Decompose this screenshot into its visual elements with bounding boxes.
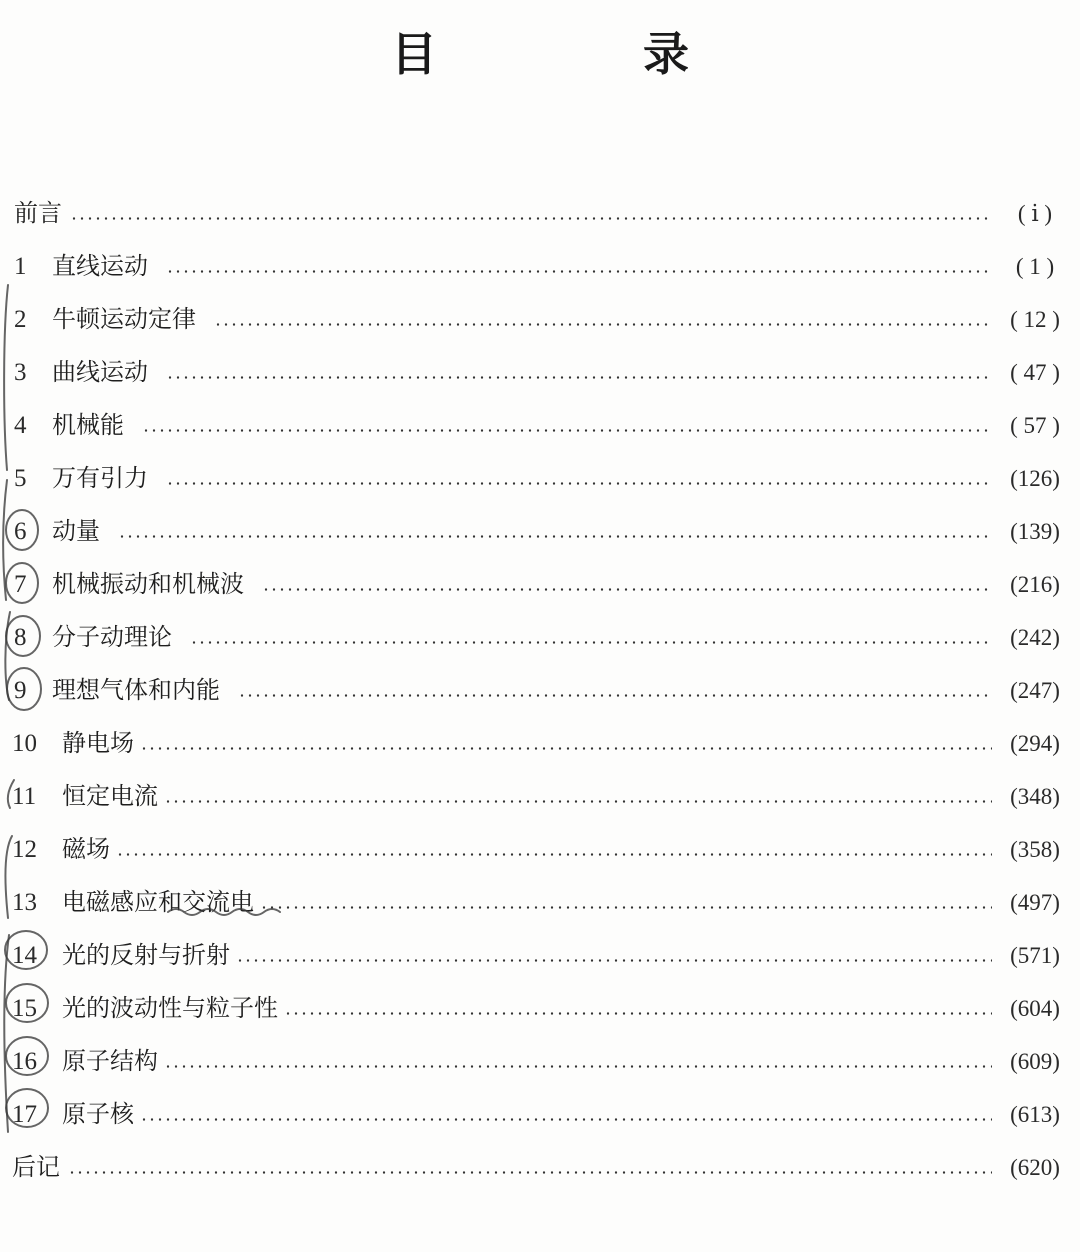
toc-row[interactable] <box>0 346 1080 399</box>
toc-page-number: (620) <box>1010 1155 1060 1180</box>
toc-page-number: ( 47 ) <box>1010 360 1060 385</box>
toc-label: 分子动理论 <box>52 623 172 651</box>
toc-row[interactable] <box>0 1088 1080 1141</box>
leader-dots <box>164 800 992 803</box>
leader-dots <box>284 1012 992 1015</box>
chapter-number: 12 <box>12 836 37 863</box>
toc-row[interactable] <box>0 293 1080 346</box>
toc-page-number: (358) <box>1010 837 1060 862</box>
toc-label: 万有引力 <box>52 464 148 492</box>
leader-dots <box>214 323 992 326</box>
toc-row[interactable] <box>0 505 1080 558</box>
chapter-number: 17 <box>12 1101 37 1128</box>
leader-dots <box>164 1065 992 1068</box>
chapter-number: 16 <box>12 1048 37 1075</box>
chapter-number: 14 <box>12 942 37 969</box>
toc-page-number: (613) <box>1010 1102 1060 1127</box>
toc-row[interactable] <box>0 770 1080 823</box>
leader-dots <box>166 376 992 379</box>
toc-page-number: ( ⅰ ) <box>1017 201 1053 226</box>
toc-label: 静电场 <box>62 729 134 757</box>
leader-dots <box>238 694 992 697</box>
toc-label: 机械能 <box>52 411 124 439</box>
toc-page-number: (497) <box>1010 890 1060 915</box>
toc-row[interactable] <box>0 982 1080 1035</box>
toc-row[interactable] <box>0 399 1080 452</box>
toc-page-number: (571) <box>1010 943 1060 968</box>
toc-page-number: (126) <box>1010 466 1060 491</box>
toc-label: 机械振动和机械波 <box>52 570 244 598</box>
chapter-number: 8 <box>14 624 27 651</box>
chapter-number: 7 <box>14 571 27 598</box>
leader-dots <box>260 906 992 909</box>
toc-label: 磁场 <box>62 835 110 863</box>
toc-row-preface[interactable] <box>0 187 1080 240</box>
toc-label: 原子结构 <box>62 1047 158 1075</box>
toc-row[interactable] <box>0 823 1080 876</box>
chapter-number: 15 <box>12 995 37 1022</box>
toc-label: 后记 <box>12 1153 60 1181</box>
toc-page-number: ( 12 ) <box>1010 307 1060 332</box>
leader-dots <box>118 535 992 538</box>
toc-label: 理想气体和内能 <box>52 676 220 704</box>
chapter-number: 4 <box>14 412 27 439</box>
toc-page-number: (604) <box>1010 996 1060 1021</box>
toc-row-afterword[interactable] <box>0 1141 1080 1194</box>
toc-page-number: ( 57 ) <box>1010 413 1060 438</box>
chapter-number: 11 <box>12 783 37 810</box>
toc-row[interactable] <box>0 1035 1080 1088</box>
toc-row[interactable] <box>0 558 1080 611</box>
toc-page-number: (139) <box>1010 519 1060 544</box>
toc-label: 牛顿运动定律 <box>52 305 196 333</box>
leader-dots <box>166 482 992 485</box>
leader-dots <box>236 959 992 962</box>
chapter-number: 1 <box>14 253 27 280</box>
toc-label: 前言 <box>14 199 62 227</box>
toc-label: 原子核 <box>62 1100 134 1128</box>
toc-row[interactable] <box>0 240 1080 293</box>
leader-dots <box>142 429 992 432</box>
leader-dots <box>70 217 992 220</box>
toc-label: 动量 <box>52 517 100 545</box>
chapter-number: 5 <box>14 465 27 492</box>
chapter-number: 3 <box>14 359 27 386</box>
toc-label: 恒定电流 <box>62 782 158 810</box>
leader-dots <box>190 641 992 644</box>
leader-dots <box>68 1171 992 1174</box>
toc-page-number: ( 1 ) <box>1015 254 1055 279</box>
toc-row[interactable] <box>0 929 1080 982</box>
leader-dots <box>166 270 992 273</box>
toc-row[interactable] <box>0 452 1080 505</box>
page-title: 目 录 <box>391 27 769 81</box>
toc-page-number: (247) <box>1010 678 1060 703</box>
toc-label: 曲线运动 <box>52 358 148 386</box>
toc-label: 电磁感应和交流电 <box>62 888 254 916</box>
chapter-number: 2 <box>14 306 27 333</box>
toc-label: 光的反射与折射 <box>62 941 230 969</box>
toc-label: 光的波动性与粒子性 <box>62 994 278 1022</box>
leader-dots <box>140 747 992 750</box>
toc-label: 直线运动 <box>52 252 148 280</box>
toc-row[interactable] <box>0 664 1080 717</box>
chapter-number: 6 <box>14 518 27 545</box>
toc-row[interactable] <box>0 717 1080 770</box>
chapter-number: 9 <box>14 677 27 704</box>
chapter-number: 13 <box>12 889 37 916</box>
leader-dots <box>140 1118 992 1121</box>
toc-page-number: (216) <box>1010 572 1060 597</box>
toc-page-number: (348) <box>1010 784 1060 809</box>
toc-row[interactable] <box>0 611 1080 664</box>
toc-row[interactable] <box>0 876 1080 929</box>
leader-dots <box>262 588 992 591</box>
toc-page-number: (609) <box>1010 1049 1060 1074</box>
toc-page-number: (242) <box>1010 625 1060 650</box>
chapter-number: 10 <box>12 730 37 757</box>
leader-dots <box>116 853 992 856</box>
toc-page-number: (294) <box>1010 731 1060 756</box>
